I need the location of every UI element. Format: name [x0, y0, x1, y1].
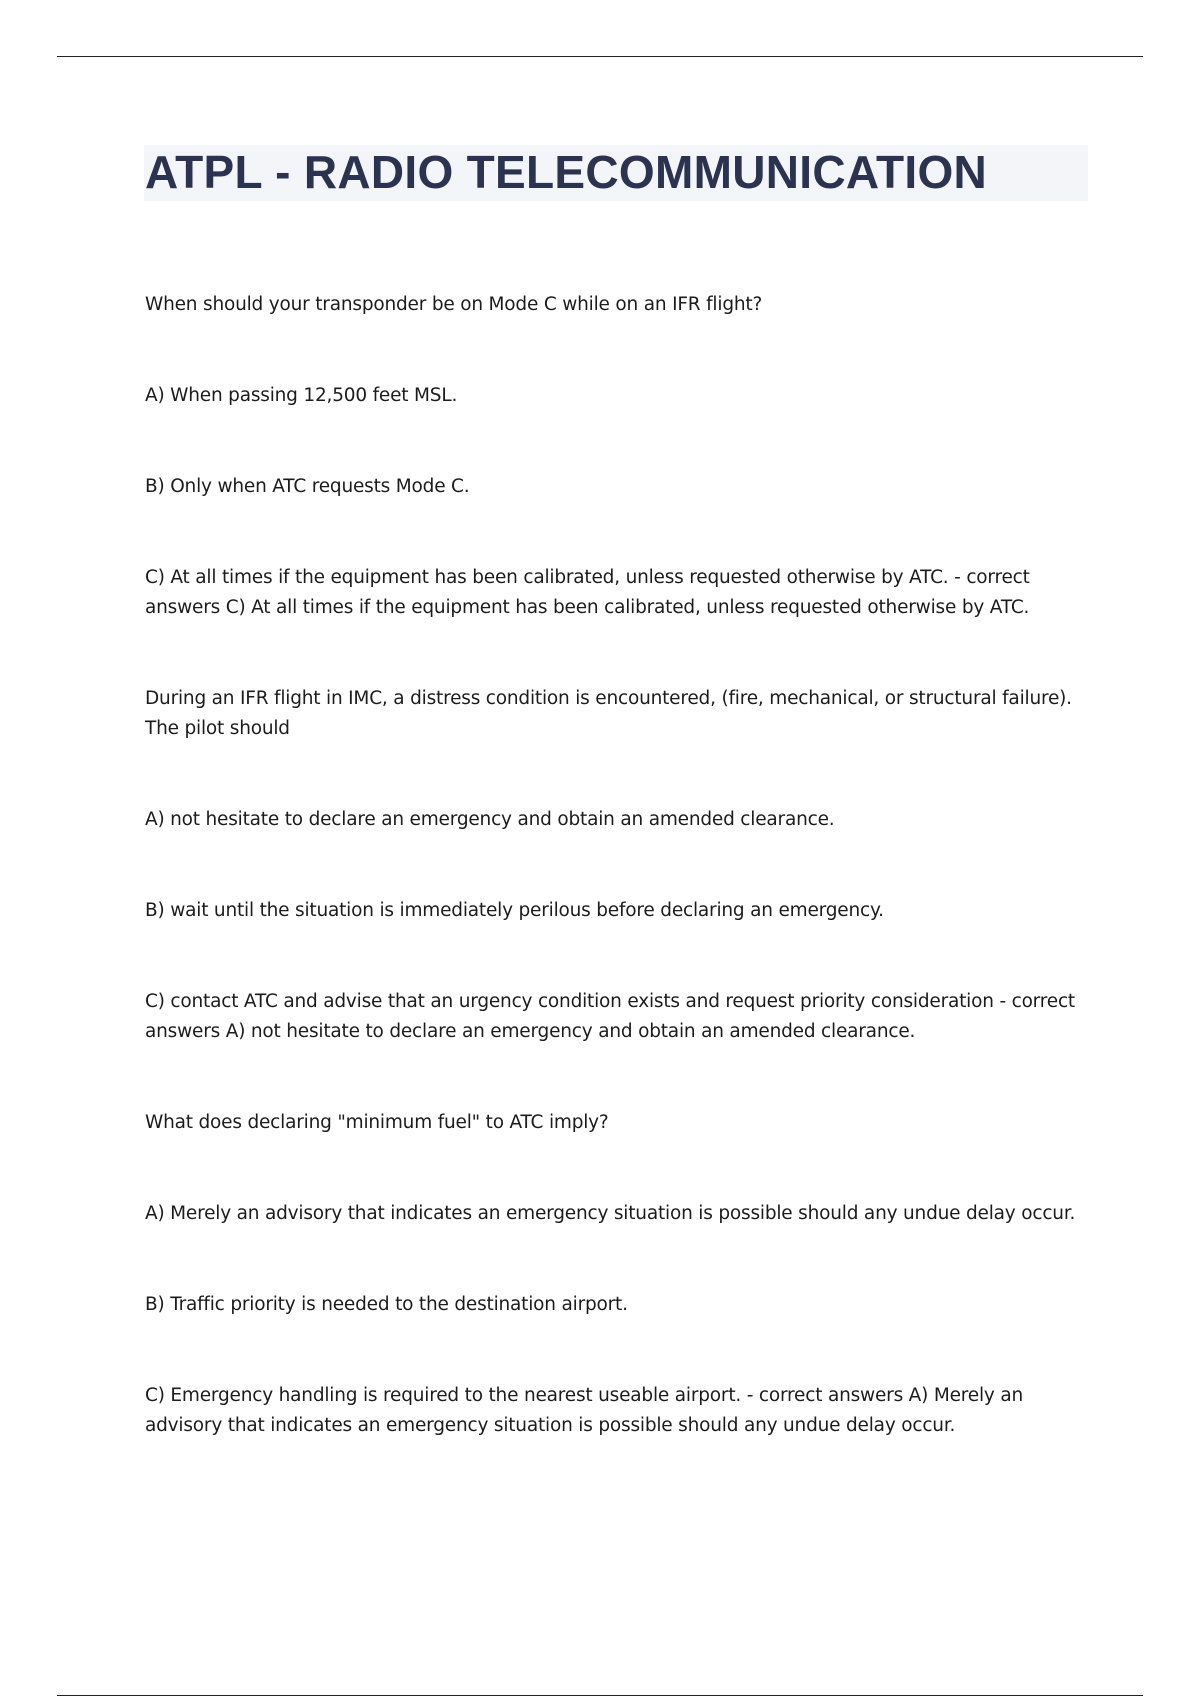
- question-1-option-b: B) Only when ATC requests Mode C.: [145, 476, 470, 497]
- bottom-divider: [57, 1695, 1143, 1696]
- document-body: [145, 290, 1085, 1502]
- question-3: What does declaring "minimum fuel" to ATC imply?: [145, 1112, 609, 1133]
- question-1-option-c-answer: C) At all times if the equipment has been calibrated, unless requested otherwise by ATC. - correct answers C) At all times if the equipment has been calibrated, unless requested otherwise by ATC.: [145, 567, 1030, 618]
- question-1-option-a: A) When passing 12,500 feet MSL.: [145, 385, 458, 406]
- question-2-option-a: A) not hesitate to declare an emergency and obtain an amended clearance.: [145, 809, 835, 830]
- question-3-option-c-answer: C) Emergency handling is required to the nearest useable airport. - correct answers A) Merely an advisory that indicates an emergency situation is possible should any undue delay occur.: [145, 1385, 1023, 1436]
- question-1: When should your transponder be on Mode C while on an IFR flight?: [145, 294, 763, 315]
- question-2-option-b: B) wait until the situation is immediately perilous before declaring an emergency.: [145, 900, 884, 921]
- question-3-option-a: A) Merely an advisory that indicates an emergency situation is possible should any undue delay occur.: [145, 1203, 1076, 1224]
- question-3-option-b: B) Traffic priority is needed to the destination airport.: [145, 1294, 628, 1315]
- top-divider: [57, 56, 1143, 57]
- question-2-option-c-answer: C) contact ATC and advise that an urgency condition exists and request priority consideration - correct answers A) not hesitate to declare an emergency and obtain an amended clearance.: [145, 991, 1075, 1042]
- document-title: ATPL - RADIO TELECOMMUNICATION: [145, 146, 988, 198]
- question-2: During an IFR flight in IMC, a distress condition is encountered, (fire, mechanical, or structural failure). The pilot should: [145, 688, 1072, 739]
